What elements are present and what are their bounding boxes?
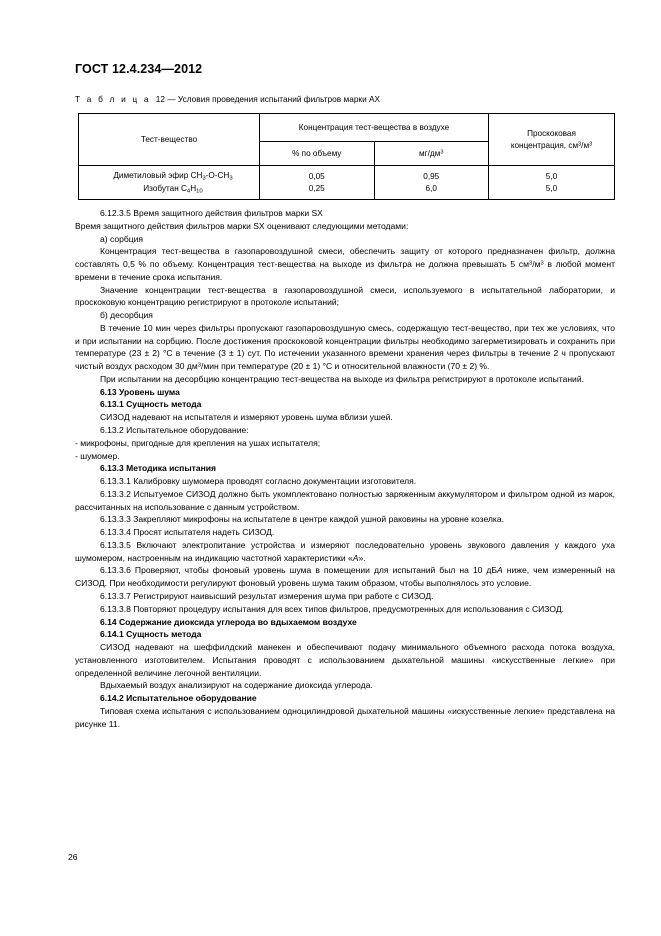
heading-6-14: 6.14 Содержание диоксида углерода во вдыхаемом воздухе	[100, 616, 357, 627]
breakthrough-value-2: 5,0	[545, 183, 558, 193]
clause-6-13-3-4: 6.13.3.4 Просят испытателя надеть СИЗОД.	[100, 527, 275, 538]
table-caption-number: 12	[155, 94, 165, 104]
paragraph-concentration-record: Значение концентрации тест-вещества в газопаровоздушной смеси, используемого в испытательной лаборатории, и проскоковую концентрацию регистрируют в протоколе испытаний;	[75, 284, 615, 308]
paragraph-6-14-1-body: СИЗОД надевают на шеффилдский манекен и обеспечивают подачу минимального объемного расхода потока воздуха, установленного изготовителем. Испытания проводят с использованием дыхательной машины «искусственные легкие» при определенной величине легочной вентиляции.	[75, 642, 615, 678]
header-cell-breakthrough	[489, 114, 615, 166]
table-caption-label: Т а б л и ц а	[75, 94, 151, 104]
header-cell-mg-per-dm3	[374, 142, 489, 166]
table-header-row-1	[79, 114, 615, 142]
list-item-microphones: - микрофоны, пригодные для крепления на ушах испытателя;	[75, 437, 321, 448]
clause-6-13-3-1: 6.13.3.1 Калибровку шумомера проводят согласно документации изготовителя.	[100, 476, 417, 487]
clause-6-12-3-5-title: 6.12.3.5 Время защитного действия фильтров марки SX	[100, 208, 323, 218]
cell-mg-values	[374, 166, 489, 200]
substance-2-sub1: 4	[186, 187, 191, 194]
p4-part3: в любой момент времени в течение срока испытания.	[75, 259, 615, 282]
header-breakthrough-sup1: 3	[578, 141, 582, 148]
clause-6-13-3-8: 6.13.3.8 Повторяют процедуру испытания для всех типов фильтров, предусмотренных для использования с СИЗОД.	[100, 603, 564, 614]
clause-6-13-3-5	[75, 539, 615, 565]
paragraph-sorption-concentration	[75, 245, 615, 283]
standard-number-header: ГОСТ 12.4.234—2012	[75, 62, 203, 76]
table-caption-title: Условия проведения испытаний фильтров марки AX	[177, 94, 381, 104]
heading-6-14-1: 6.14.1 Сущность метода	[100, 629, 202, 640]
heading-6-13-3: 6.13.3 Методика испытания	[100, 463, 216, 474]
paragraph-co2-analysis: Вдыхаемый воздух анализируют на содержание диоксида углерода.	[100, 680, 373, 691]
p4-part1: Концентрация тест-вещества в газопаровоздушной смеси, обеспечить защиту от которого предназначен фильтр, должна составлять 0,5 % по объему. Концентрация тест-вещества на выходе из фильтра не должна превышать 5 см	[75, 246, 615, 270]
substance-1-sub1: 3	[202, 174, 206, 181]
substance-1-mid: -O-CH	[205, 170, 230, 180]
p4-sup2: 3	[540, 260, 544, 267]
p18-part2: ниже, чем измеренный на СИЗОД. При необходимости регулируют фоновый уровень шума таким образом, чтобы выполнялось это условие.	[75, 565, 615, 589]
p17-part2: ».	[358, 552, 366, 563]
p17-italic-a: А	[352, 552, 359, 563]
percent-value-2: 0,25	[308, 183, 325, 193]
p7-sup1: 3	[197, 362, 201, 369]
paragraph-desorption-record: При испытании на десорбцию концентрацию тест-вещества на выходе из фильтра регистрируют в протоколе испытаний.	[100, 373, 584, 384]
p4-part2: /м	[532, 259, 541, 270]
breakthrough-value-1: 5,0	[545, 171, 558, 181]
clause-6-13-3-6	[75, 564, 615, 590]
item-a-sorption: а) сорбция	[100, 233, 144, 244]
clause-6-13-3-7: 6.13.3.7 Регистрируют наивысший результат измерения шума при работе с СИЗОД.	[100, 590, 434, 601]
mg-value-1: 0,95	[423, 171, 440, 181]
header-breakthrough-line1: Проскоковая	[527, 129, 576, 139]
header-mg-sup: 3	[440, 149, 444, 156]
paragraph-desorption-procedure	[75, 322, 615, 373]
header-mg-text: мг/дм	[419, 148, 441, 158]
substance-2-sub2: 10	[196, 187, 203, 194]
substance-1-sub2: 3	[229, 174, 233, 181]
header-breakthrough-sup2: 3	[589, 141, 593, 148]
p17-part1: 6.13.3.5 Включают электропитание устройства и измеряют последовательно уровень звукового давления у каждого уха шумомером, настроенным на индикацию частотной характеристики «	[75, 539, 615, 563]
clause-6-13-2-title: 6.13.2 Испытательное оборудование:	[100, 425, 249, 436]
header-cell-concentration-group: Концентрация тест-вещества в воздухе	[260, 114, 489, 142]
table-caption	[75, 94, 380, 104]
header-breakthrough-line2: концентрация, см	[510, 140, 579, 150]
p18-part1: 6.13.3.6 Проверяют, чтобы фоновый уровень шума в помещении для испытаний был на 10 дБ	[100, 565, 498, 576]
table-row	[79, 166, 615, 200]
p4-sup1: 3	[528, 260, 533, 267]
conditions-table	[78, 113, 615, 200]
p7-part2: /мин при температуре (20 ± 1) °С и относительной влажности (70 ± 2) %.	[200, 361, 490, 372]
table-caption-dash: —	[167, 94, 176, 104]
cell-substance-names	[79, 166, 260, 200]
header-breakthrough-mid: /м	[581, 140, 590, 150]
substance-1-prefix: Диметиловый эфир CH	[113, 170, 203, 180]
heading-6-13: 6.13 Уровень шума	[100, 386, 180, 397]
clause-6-13-3-2: 6.13.3.2 Испытуемое СИЗОД должно быть укомплектовано полностью заряженным аккумулятором и фильтром одной из марок, рассчитанных на использование с данным устройством.	[75, 488, 615, 512]
page-number: 26	[68, 852, 78, 862]
heading-6-14-2: 6.14.2 Испытательное оборудование	[100, 693, 257, 704]
heading-6-13-1: 6.13.1 Сущность метода	[100, 399, 202, 410]
document-body	[75, 207, 615, 730]
item-b-desorption: б) десорбция	[100, 310, 153, 321]
substance-2-prefix: Изобутан C	[143, 183, 187, 193]
cell-percent-values	[260, 166, 375, 200]
header-cell-percent-volume: % по объему	[260, 142, 375, 166]
mg-value-2: 6,0	[425, 183, 437, 193]
clause-6-12-3-5-intro: Время защитного действия фильтров марки SX оценивают следующими методами:	[75, 220, 409, 231]
conditions-table-wrapper	[78, 113, 615, 200]
percent-value-1: 0,05	[308, 171, 325, 181]
paragraph-6-14-2-body: Типовая схема испытания с использованием одноцилиндровой дыхательной машины «искусственные легкие» представлена на рисунке 11.	[75, 705, 615, 729]
p7-part1: В течение 10 мин через фильтры пропускают газопаровоздушную смесь, содержащую тест-вещество, при тех же условиях, что и при испытании на сорбцию. После достижения проскоковой концентрации фильтры необходимо загерметизировать и сохранить при температуре (23 ± 2) °С в течение (3 ± 1) сут. По истечении указанного времени хранения через фильтры в течение 2 ч пропускают чистый воздух расходом 30 дм	[75, 322, 615, 372]
header-cell-substance: Тест-вещество	[79, 114, 260, 166]
clause-6-13-3-3: 6.13.3.3 Закрепляют микрофоны на испытателе в центре каждой ушной раковины на уровне козелка.	[100, 514, 504, 525]
paragraph-6-13-1-body: СИЗОД надевают на испытателя и измеряют уровень шума вблизи ушей.	[100, 412, 393, 423]
substance-2-mid: H	[190, 183, 197, 193]
list-item-sound-meter: - шумомер.	[75, 450, 120, 461]
p18-italic-a: А	[497, 565, 503, 576]
cell-breakthrough-values	[489, 166, 615, 200]
